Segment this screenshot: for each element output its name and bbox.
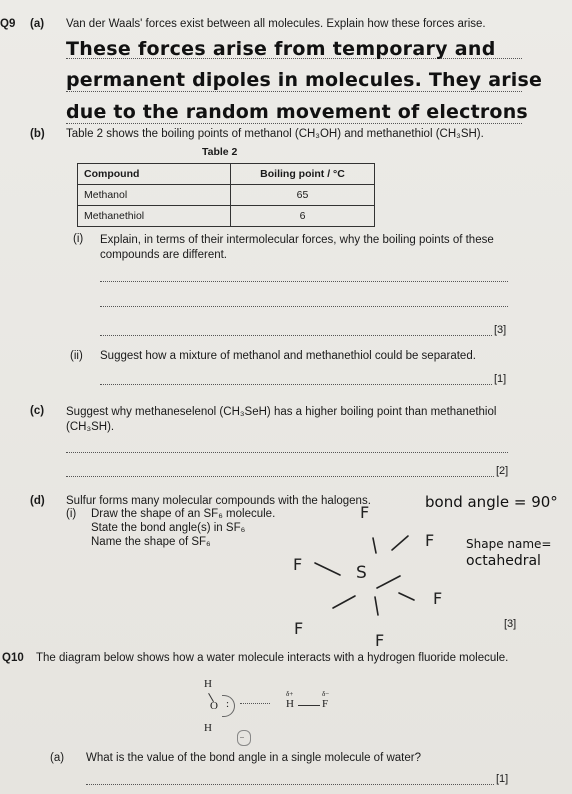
lone-pair: .. — [240, 731, 244, 740]
question-9d-text: Sulfur forms many molecular compounds with the halogens. — [66, 495, 371, 507]
marks-9bii: [1] — [494, 373, 507, 385]
atom-label: F — [360, 503, 370, 522]
answer-line — [86, 784, 494, 785]
table-header-cell: Compound — [78, 164, 231, 185]
table-2 — [77, 163, 375, 227]
answer-line — [100, 335, 492, 336]
answer-line — [66, 123, 522, 124]
subpart-label-9bi: (i) — [73, 233, 84, 245]
bond-line — [373, 538, 376, 553]
hydrogen-atom: H — [204, 722, 212, 734]
marks-9c: [2] — [496, 465, 509, 477]
table-cell: Methanethiol — [78, 206, 231, 227]
subpart-label-9di: (i) — [66, 508, 77, 520]
atom-label: F — [375, 631, 385, 650]
question-number-q9: Q9 — [0, 18, 16, 30]
hydrogen-atom: H — [204, 678, 212, 690]
hf-fluorine-atom: F — [322, 698, 329, 710]
table-cell: Methanol — [78, 185, 231, 206]
atom-label: F — [293, 555, 303, 574]
answer-line — [100, 281, 508, 282]
answer-line — [100, 306, 508, 307]
question-9di-line-1: Draw the shape of an SF₆ molecule. — [91, 508, 276, 520]
handwritten-answer-line-3: due to the random movement of electrons — [66, 101, 528, 123]
handwritten-answer-line-2: permanent dipoles in molecules. They arise — [66, 69, 543, 91]
answer-line — [66, 452, 508, 453]
marks-9bi: [3] — [494, 324, 507, 336]
question-9b-text: Table 2 shows the boiling points of methanol (CH₃OH) and methanethiol (CH₃SH). — [66, 128, 484, 140]
question-number-q10: Q10 — [2, 652, 24, 664]
bond-line — [377, 576, 400, 588]
table-cell: 6 — [231, 206, 375, 227]
bond-line — [315, 563, 340, 575]
question-10a-text: What is the value of the bond angle in a single molecule of water? — [86, 752, 421, 764]
lone-pair: : — [226, 698, 230, 710]
question-9di-line-2: State the bond angle(s) in SF₆ — [91, 522, 246, 534]
bond-line — [375, 597, 378, 615]
part-label-9a: (a) — [30, 18, 45, 30]
question-9a-text: Van der Waals' forces exist between all molecules. Explain how these forces arise. — [66, 18, 486, 30]
part-label-9d: (d) — [30, 495, 45, 507]
atom-label: F — [294, 619, 304, 638]
water-hf-diagram — [200, 670, 340, 740]
answer-line — [100, 384, 492, 385]
handwritten-answer-line-1: These forces arise from temporary and — [66, 38, 496, 60]
question-9bi-text: Explain, in terms of their intermolecular forces, why the boiling points of these compounds are different. — [100, 234, 494, 261]
answer-line — [66, 476, 494, 477]
question-9bii-text: Suggest how a mixture of methanol and methanethiol could be separated. — [100, 350, 476, 362]
table-row — [78, 185, 375, 206]
part-label-9b: (b) — [30, 128, 45, 140]
hydrogen-bond — [240, 703, 270, 704]
bond-line — [399, 593, 414, 600]
atom-label: F — [425, 531, 435, 550]
table-cell: 65 — [231, 185, 375, 206]
question-10-intro: The diagram below shows how a water molecule interacts with a hydrogen fluoride molecule. — [36, 652, 509, 664]
atom-label: F — [433, 589, 443, 608]
hf-hydrogen-atom: H — [286, 698, 294, 710]
handwritten-shape-name-label: Shape name= — [466, 537, 552, 551]
atom-label: S — [356, 563, 367, 583]
partial-charge-positive: δ+ — [286, 690, 294, 698]
hf-bond — [298, 705, 320, 706]
table-header-cell: Boiling point / °C — [231, 164, 375, 185]
marks-9d: [3] — [504, 618, 517, 630]
sf6-sketch — [280, 500, 470, 650]
question-9c-text: Suggest why methaneselenol (CH₃SeH) has a higher boiling point than methanethiol (CH₃SH). — [66, 406, 497, 433]
table-title: Table 2 — [202, 146, 238, 158]
part-label-9c: (c) — [30, 405, 45, 417]
question-9di-line-3: Name the shape of SF₆ — [91, 536, 211, 548]
handwritten-shape-name: octahedral — [466, 553, 541, 569]
subpart-label-9bii: (ii) — [70, 350, 83, 362]
table-row — [78, 206, 375, 227]
part-label-10a: (a) — [50, 752, 65, 764]
oxygen-atom: O — [210, 700, 218, 712]
answer-line — [66, 91, 522, 92]
partial-charge-negative: δ− — [322, 690, 330, 698]
marks-10a: [1] — [496, 773, 509, 785]
bond-line — [392, 536, 408, 550]
bond-line — [333, 596, 355, 608]
handwritten-bond-angle: bond angle = 90° — [425, 493, 558, 511]
table-header-row — [78, 164, 375, 185]
